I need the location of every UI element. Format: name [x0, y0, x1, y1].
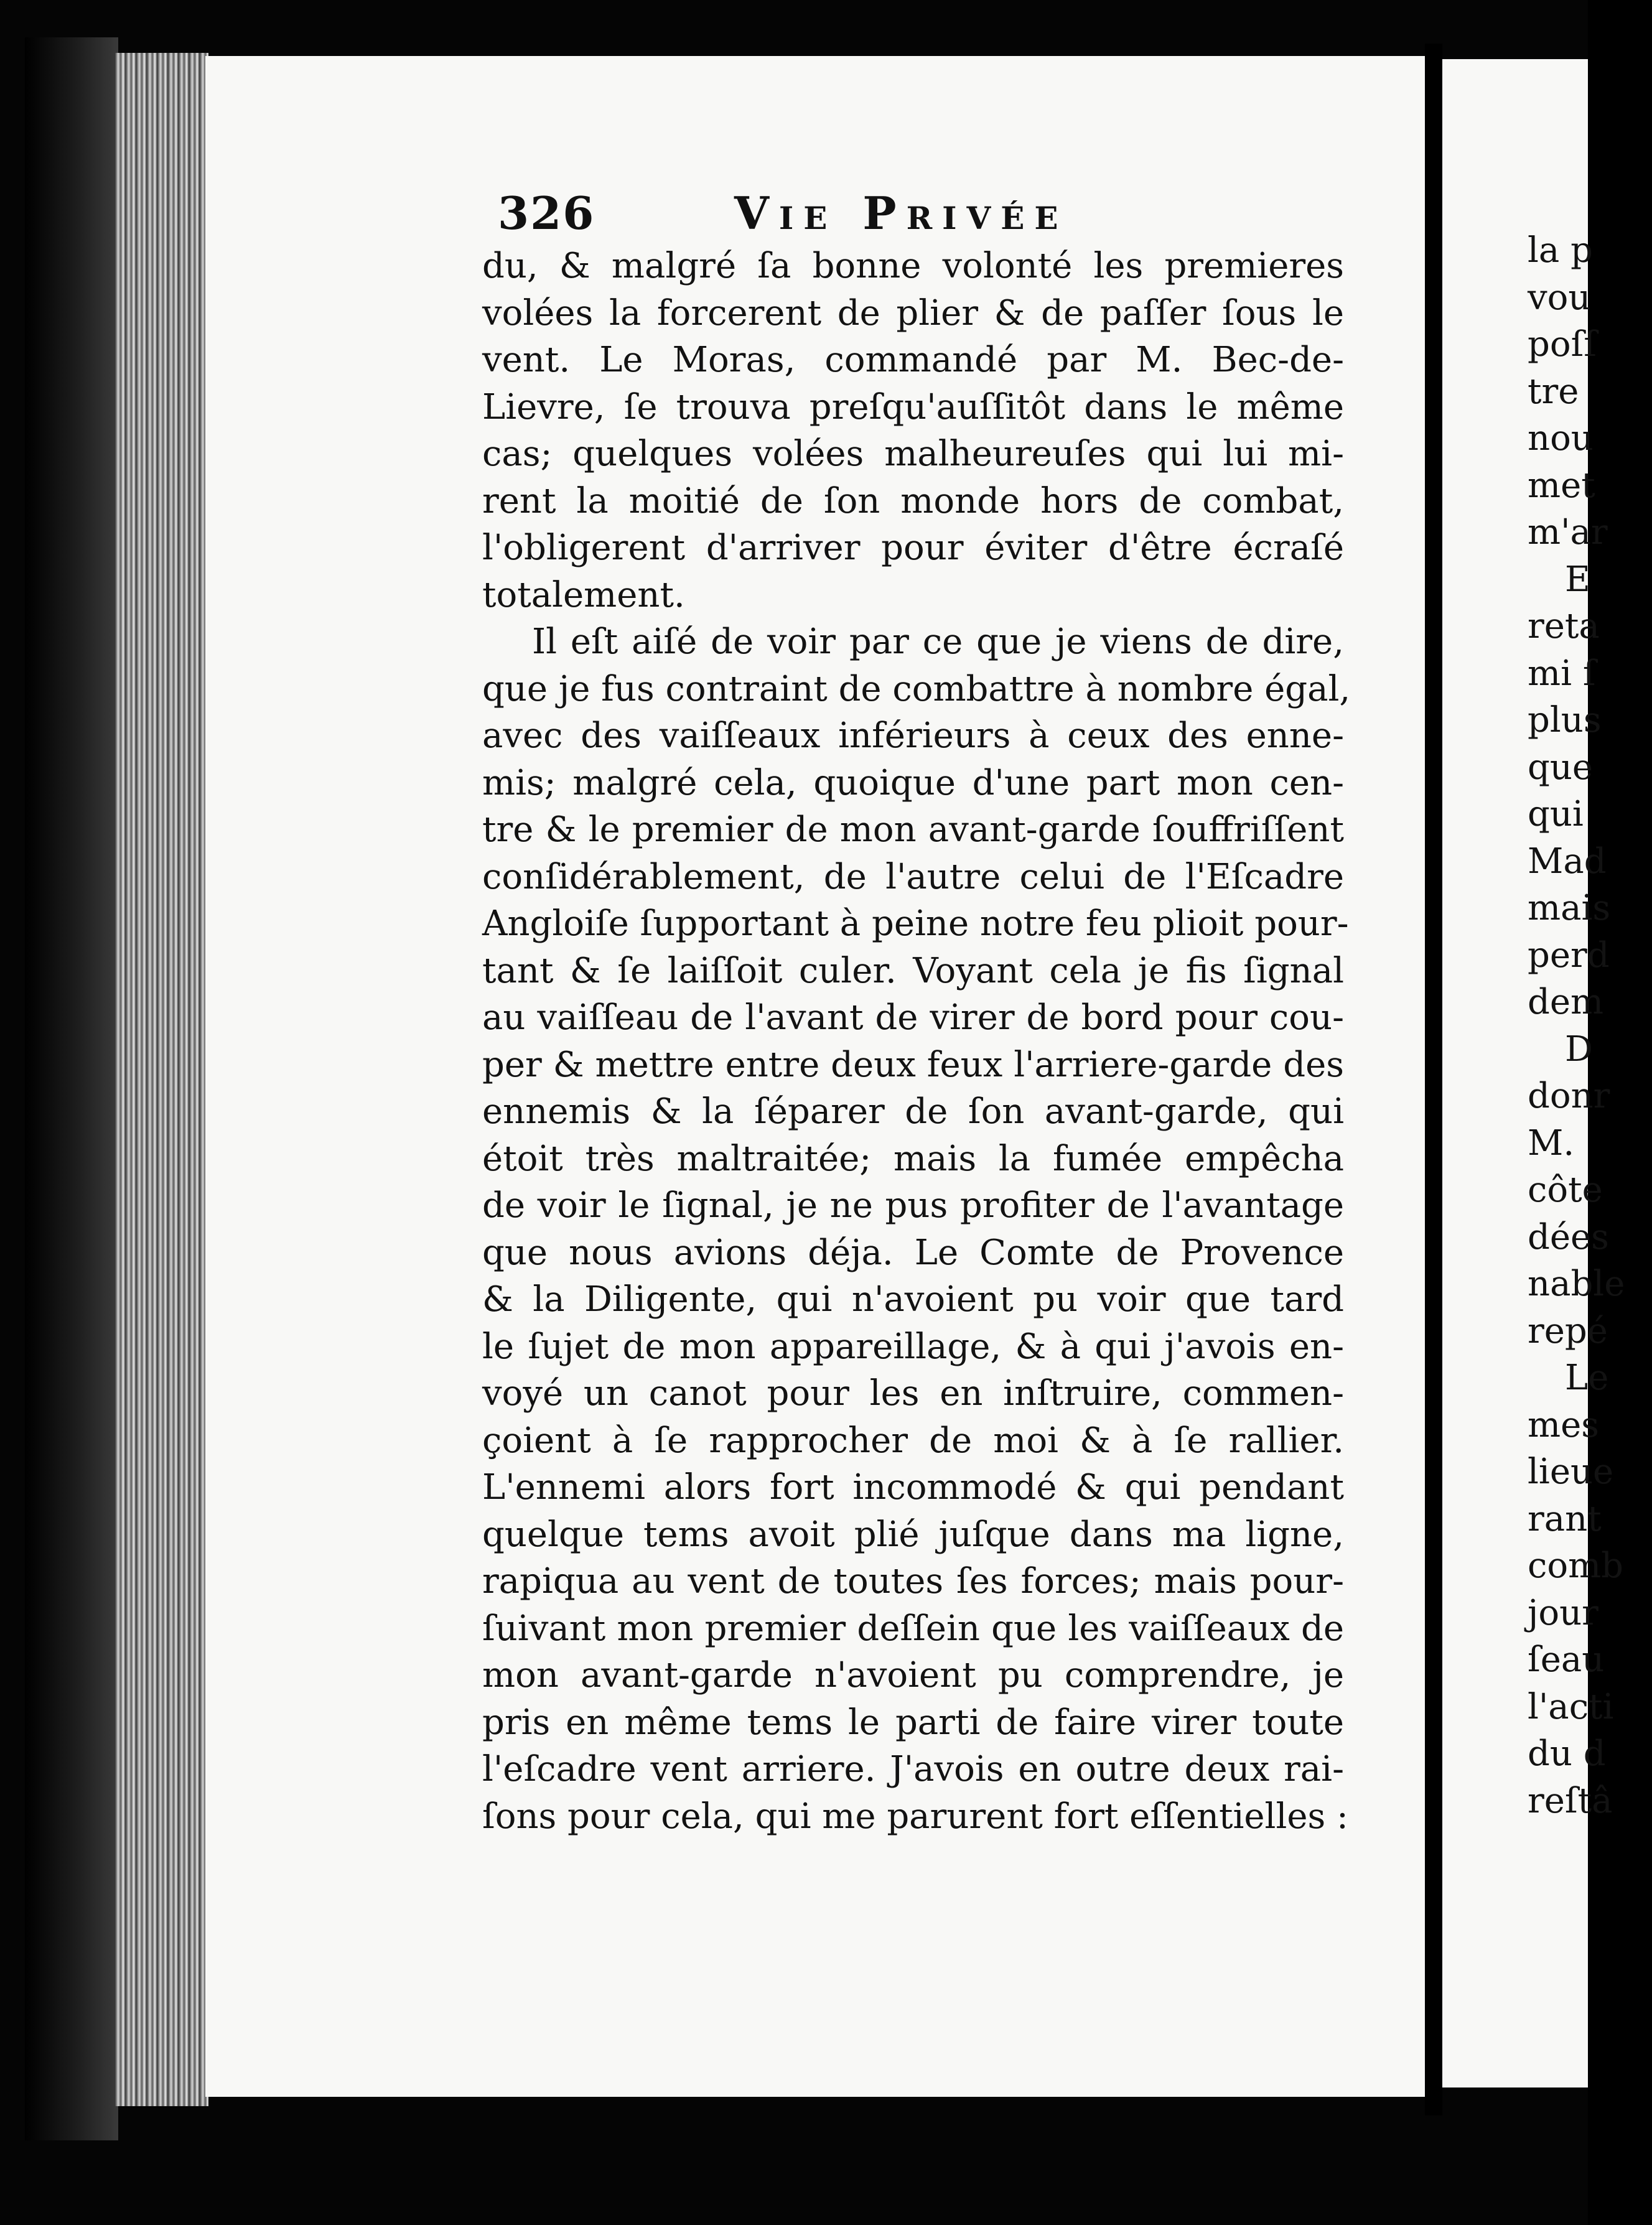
- right-text-fragment: poſſ: [1528, 324, 1597, 365]
- text-line: tre & le premier de mon avant-garde ſouffriſſent: [482, 809, 1344, 850]
- right-text-fragment: la p: [1528, 230, 1593, 271]
- right-text-fragment: nable: [1528, 1264, 1625, 1304]
- right-text-fragment: reſtâ: [1528, 1780, 1613, 1821]
- text-line: ſuivant mon premier deſſein que les vaiſſeaux de: [482, 1608, 1344, 1649]
- right-text-fragment: reta: [1528, 606, 1600, 646]
- right-text-fragment: rant: [1528, 1498, 1602, 1539]
- text-line: quelque tems avoit plié juſque dans ma ligne,: [482, 1514, 1344, 1555]
- right-text-fragment: repé: [1528, 1310, 1608, 1351]
- text-line: cas; quelques volées malheureuſes qui lui mi-: [482, 434, 1344, 474]
- right-text-fragment: jour: [1528, 1592, 1598, 1633]
- text-line: avec des vaiſſeaux inférieurs à ceux des enne-: [482, 716, 1344, 756]
- right-text-fragment: perd: [1528, 935, 1610, 976]
- right-text-fragment: m'ar: [1528, 512, 1608, 553]
- text-line: le ſujet de mon appareillage, & à qui j'avois en-: [482, 1326, 1344, 1367]
- right-text-fragment: du d: [1528, 1733, 1606, 1774]
- book-edge-shadow: [25, 37, 118, 2140]
- text-line: vent. Le Moras, commandé par M. Bec-de-: [482, 340, 1344, 380]
- right-page-text: [1528, 227, 1652, 1824]
- text-line: mon avant-garde n'avoient pu comprendre, je: [482, 1655, 1344, 1696]
- right-text-fragment: M.: [1528, 1122, 1575, 1164]
- text-line: conſidérablement, de l'autre celui de l'Eſcadre: [482, 856, 1344, 897]
- right-text-fragment: Mad: [1528, 841, 1607, 882]
- text-line: ennemis & la ſéparer de ſon avant-garde, qui: [482, 1091, 1344, 1132]
- text-line: étoit très maltraitée; mais la fumée empêcha: [482, 1138, 1344, 1179]
- running-head: Vie Privée: [734, 187, 1068, 240]
- right-text-fragment: D: [1565, 1029, 1593, 1070]
- text-line: çoient à ſe rapprocher de moi & à ſe rallier.: [482, 1420, 1344, 1461]
- text-line: voyé un canot pour les en inſtruire, commen-: [482, 1373, 1344, 1414]
- text-line: que je fus contraint de combattre à nombre égal,: [482, 668, 1351, 709]
- right-text-fragment: qui: [1528, 794, 1584, 834]
- text-line: rent la moitié de ſon monde hors de combat,: [482, 480, 1344, 521]
- text-line: Angloiſe ſupportant à peine notre feu plioit pour-: [482, 903, 1349, 944]
- text-line: & la Diligente, qui n'avoient pu voir que tard: [482, 1279, 1344, 1320]
- right-text-fragment: l'acti: [1528, 1686, 1614, 1727]
- text-line: pris en même tems le parti de faire virer toute: [482, 1702, 1344, 1743]
- right-text-fragment: que: [1528, 747, 1594, 788]
- right-text-fragment: donr: [1528, 1076, 1610, 1116]
- text-line: tant & ſe laiſſoit culer. Voyant cela je fis ſignal: [482, 950, 1344, 991]
- text-line: volées la forcerent de plier & de paſſer ſous le: [482, 292, 1344, 334]
- text-line: totalement.: [482, 574, 685, 615]
- book-page-edges: [115, 53, 208, 2106]
- right-text-fragment: met: [1528, 465, 1595, 506]
- text-line: per & mettre entre deux feux l'arriere-garde des: [482, 1044, 1344, 1085]
- text-line: Il eſt aiſé de voir par ce que je viens de dire,: [532, 622, 1344, 662]
- right-text-fragment: côte: [1528, 1170, 1603, 1210]
- right-text-fragment: dem: [1528, 982, 1604, 1022]
- right-text-fragment: lieue: [1528, 1452, 1614, 1492]
- right-text-fragment: mi ſ: [1528, 653, 1596, 694]
- right-text-fragment: Le: [1565, 1358, 1609, 1398]
- body-text: [482, 243, 1351, 1840]
- text-line: au vaiſſeau de l'avant de virer de bord pour cou-: [482, 997, 1344, 1038]
- right-text-fragment: nou: [1528, 418, 1594, 459]
- right-text-fragment: plus: [1528, 700, 1602, 740]
- right-text-fragment: comb: [1528, 1546, 1624, 1586]
- text-line: que nous avions déja. Le Comte de Provence: [482, 1232, 1344, 1273]
- text-line: mis; malgré cela, quoique d'une part mon cen-: [482, 762, 1344, 803]
- right-text-fragment: tre: [1528, 371, 1579, 412]
- text-line: du, & malgré ſa bonne volonté les premieres: [482, 246, 1344, 286]
- text-line: ſons pour cela, qui me parurent fort eſſentielles :: [482, 1796, 1348, 1837]
- right-text-fragment: mais: [1528, 888, 1611, 928]
- right-text-fragment: ſeau: [1528, 1640, 1605, 1680]
- right-text-fragment: mes: [1528, 1404, 1599, 1445]
- text-line: l'obligerent d'arriver pour éviter d'être écraſé: [482, 528, 1344, 568]
- text-line: l'eſcadre vent arriere. J'avois en outre deux rai-: [482, 1749, 1344, 1789]
- right-text-fragment: dées: [1528, 1216, 1609, 1257]
- page-gutter: [1425, 44, 1442, 2115]
- text-line: Lievre, ſe trouva preſqu'auſſitôt dans le même: [482, 386, 1344, 427]
- right-text-fragment: E: [1565, 559, 1590, 600]
- text-line: de voir le ſignal, je ne pus profiter de l'avantage: [482, 1185, 1344, 1226]
- page-number: 326: [498, 187, 595, 240]
- text-line: L'ennemi alors fort incommodé & qui pendant: [482, 1467, 1344, 1508]
- text-line: rapiqua au vent de toutes ſes forces; mais pour-: [482, 1561, 1344, 1602]
- right-text-fragment: vou: [1528, 277, 1591, 318]
